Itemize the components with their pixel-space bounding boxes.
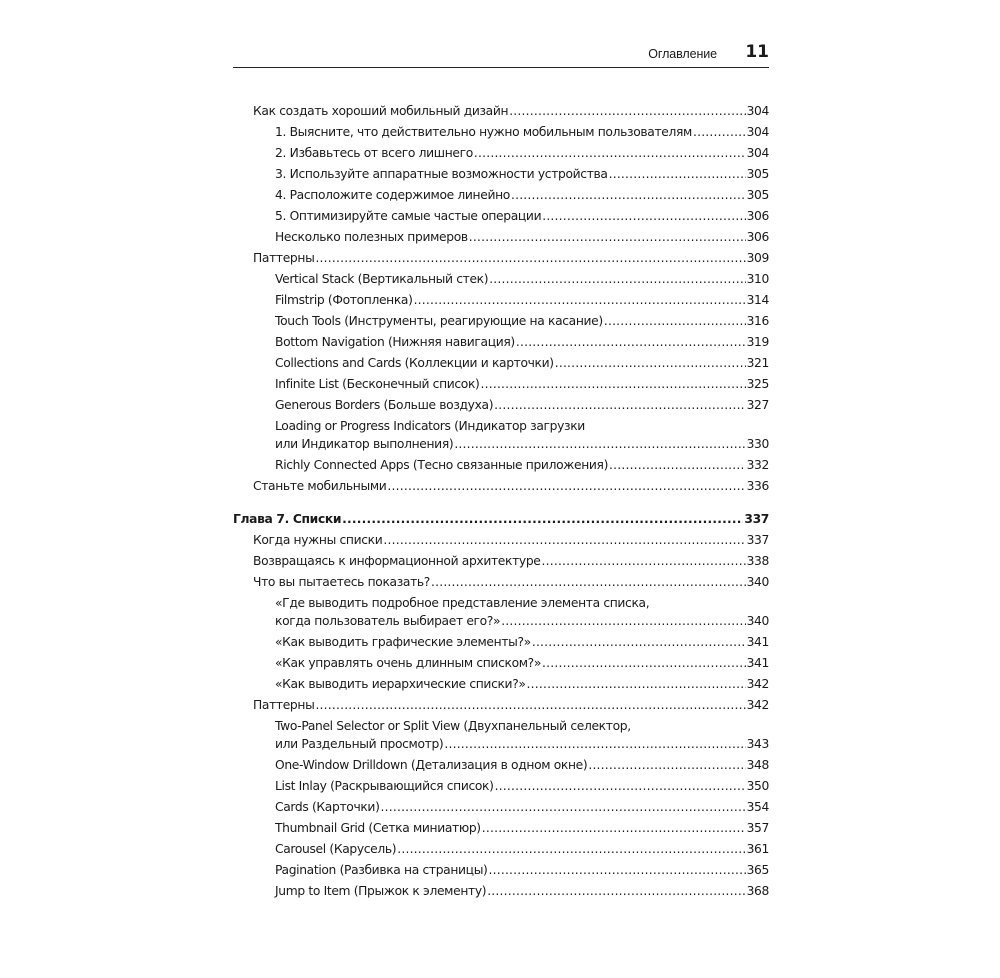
toc-entry-line [275,862,769,879]
toc-entry-line [275,655,769,672]
toc-entry-title: Collections and Cards (Коллекции и карточки) [275,356,554,370]
toc-page-number: 306 [746,230,769,244]
toc-page-number: 306 [746,209,769,223]
toc-entry-line [233,511,769,528]
toc-dot-leader [609,166,746,183]
toc-entry-line [275,778,769,795]
toc-dot-leader [527,676,746,693]
toc-entry-line [275,883,769,900]
toc-page-number: 343 [746,737,769,751]
toc-dot-leader [693,124,746,141]
toc-entry-line [275,613,769,630]
toc-entry-title: «Как выводить графические элементы?» [275,635,531,649]
toc-entry-title: Carousel (Карусель) [275,842,397,856]
toc-page-number: 338 [746,554,769,568]
toc-entry-title: Pagination (Разбивка на страницы) [275,863,488,877]
toc-entry-title: Richly Connected Apps (Тесно связанные приложения) [275,458,609,472]
toc-page-number: 340 [746,614,769,628]
toc-dot-leader [431,574,746,591]
toc-entry-line [275,436,769,453]
toc-entry-title: One-Window Drilldown (Детализация в одном окне) [275,758,588,772]
toc-page-number: 341 [746,656,769,670]
toc-page-number: 336 [746,479,769,493]
toc-dot-leader [555,355,746,372]
toc-entry-line [275,634,769,651]
toc-entry-line [253,574,769,591]
toc-entry-line [275,757,769,774]
toc-entry-title: 3. Используйте аппаратные возможности устройства [275,167,608,181]
toc-entry-title: Станьте мобильными [253,479,387,493]
toc-dot-leader [542,655,746,672]
toc-dot-leader [532,634,746,651]
toc-page-number: 365 [746,863,769,877]
toc-entry-line [275,595,649,612]
toc-page-number: 304 [746,146,769,160]
toc-entry-line [275,271,769,288]
toc-dot-leader [387,478,745,495]
toc-entry-title: Глава 7. Списки [233,512,342,526]
toc-page-number: 304 [746,125,769,139]
toc-page-number: 368 [746,884,769,898]
page-number: 11 [745,42,769,62]
toc-entry-line [275,718,631,735]
toc-entry-title: Two-Panel Selector or Split View (Двухпанельный селектор, [275,719,631,733]
toc-page-number: 304 [746,104,769,118]
toc-dot-leader [604,313,746,330]
toc-entry-title: Паттерны [253,698,315,712]
toc-dot-leader [501,613,745,630]
toc-entry-line [275,418,585,435]
toc-dot-leader [482,820,746,837]
toc-entry-title: Loading or Progress Indicators (Индикатор загрузки [275,419,585,433]
toc-page-number: 348 [746,758,769,772]
toc-page-number: 341 [746,635,769,649]
toc-dot-leader [588,757,745,774]
toc-entry-title: Jump to Item (Прыжок к элементу) [275,884,487,898]
toc-page-number: 337 [746,533,769,547]
toc-dot-leader [489,862,746,879]
toc-page-number: 305 [746,167,769,181]
toc-dot-leader [609,457,746,474]
toc-entry-title: Паттерны [253,251,315,265]
toc-entry-title: Несколько полезных примеров [275,230,468,244]
toc-page-number: 361 [746,842,769,856]
toc-dot-leader [542,208,745,225]
toc-page-number: 332 [746,458,769,472]
toc-page-number: 314 [746,293,769,307]
toc-entry-title: List Inlay (Раскрывающийся список) [275,779,494,793]
toc-dot-leader [509,103,745,120]
toc-entry-title: когда пользователь выбирает его?» [275,614,501,628]
toc-entry-title: Thumbnail Grid (Сетка миниатюр) [275,821,481,835]
toc-dot-leader [511,187,746,204]
toc-entry-line [275,313,769,330]
toc-dot-leader [383,532,745,549]
toc-entry-line [275,376,769,393]
toc-dot-leader [315,697,745,714]
toc-page-number: 357 [746,821,769,835]
toc-entry-line [275,457,769,474]
toc-dot-leader [454,436,745,453]
toc-entry-title: 4. Расположите содержимое линейно [275,188,510,202]
toc-entry-title: Возвращаясь к информационной архитектуре [253,554,541,568]
toc-page-number: 340 [746,575,769,589]
toc-dot-leader [487,883,745,900]
toc-dot-leader [342,511,743,528]
toc-page-number: 342 [746,698,769,712]
toc-dot-leader [489,271,745,288]
toc-entry-line [275,334,769,351]
toc-dot-leader [397,841,745,858]
toc-dot-leader [481,376,746,393]
toc-dot-leader [469,229,746,246]
toc-entry-line [275,124,769,141]
toc-entry-title: 1. Выясните, что действительно нужно мобильным пользователям [275,125,692,139]
toc-entry-title: Когда нужны списки [253,533,383,547]
toc-entry-line [275,187,769,204]
toc-page-number: 319 [746,335,769,349]
toc-entry-line [275,799,769,816]
toc-entry-line [275,355,769,372]
toc-dot-leader [315,250,745,267]
toc-entry-line [275,145,769,162]
toc-entry-title: Generous Borders (Больше воздуха) [275,398,494,412]
toc-dot-leader [474,145,746,162]
toc-entry-line [253,250,769,267]
toc-entry-line [253,553,769,570]
toc-entry-title: Что вы пытаетесь показать? [253,575,430,589]
toc-entry-line [275,676,769,693]
toc-entry-line [253,697,769,714]
toc-entry-title: «Как управлять очень длинным списком?» [275,656,542,670]
toc-entry-title: Infinite List (Бесконечный список) [275,377,480,391]
toc-page-number: 310 [746,272,769,286]
toc-entry-title: или Раздельный просмотр) [275,737,444,751]
toc-entry-title: Filmstrip (Фотопленка) [275,293,413,307]
toc-entry-line [275,841,769,858]
toc-entry-line [275,208,769,225]
toc-dot-leader [516,334,746,351]
toc-page-number: 350 [746,779,769,793]
toc-entry-title: Bottom Navigation (Нижняя навигация) [275,335,515,349]
toc-entry-line [253,532,769,549]
toc-entry-title: «Как выводить иерархические списки?» [275,677,526,691]
toc-dot-leader [495,778,746,795]
toc-page-number: 337 [744,512,769,526]
toc-page-number: 305 [746,188,769,202]
toc-page-number: 330 [746,437,769,451]
toc-entry-title: или Индикатор выполнения) [275,437,454,451]
toc-entry-title: 5. Оптимизируйте самые частые операции [275,209,542,223]
toc-dot-leader [494,397,745,414]
toc-entry-title: Vertical Stack (Вертикальный стек) [275,272,489,286]
toc-page-number: 354 [746,800,769,814]
toc-page-number: 325 [746,377,769,391]
toc-entry-line [275,166,769,183]
running-title: Оглавление [648,47,717,61]
toc-page-number: 316 [746,314,769,328]
toc-entry-title: Cards (Карточки) [275,800,380,814]
toc-entry-line [275,397,769,414]
toc-entry-line [275,292,769,309]
toc-entry-line [275,820,769,837]
toc-entry-line [275,736,769,753]
toc-entry-title: Как создать хороший мобильный дизайн [253,104,509,118]
toc-dot-leader [444,736,745,753]
toc-page-number: 321 [746,356,769,370]
toc-dot-leader [542,553,746,570]
toc-dot-leader [381,799,746,816]
toc-page-number: 342 [746,677,769,691]
toc-entry-line [253,478,769,495]
toc-dot-leader [414,292,746,309]
toc-page-number: 309 [746,251,769,265]
toc-entry-line [275,229,769,246]
toc-entry-title: 2. Избавьтесь от всего лишнего [275,146,473,160]
toc-entry-title: Touch Tools (Инструменты, реагирующие на касание) [275,314,603,328]
toc-page-number: 327 [746,398,769,412]
toc-entry-title: «Где выводить подробное представление элемента списка, [275,596,650,610]
toc-entry-line [253,103,769,120]
